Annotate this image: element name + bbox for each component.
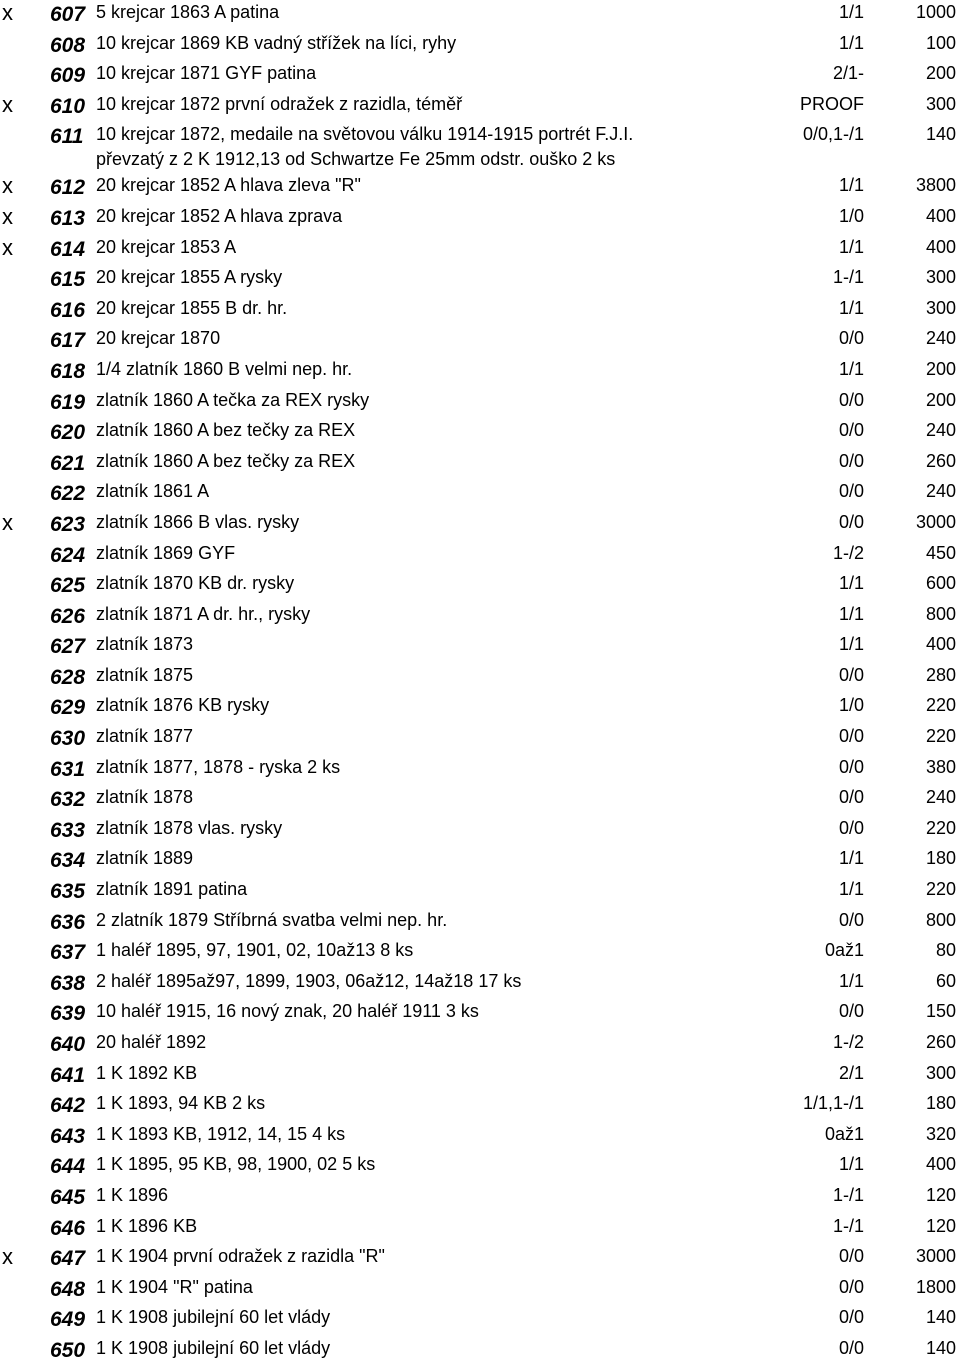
lot-row (0, 235, 960, 266)
lot-row (0, 693, 960, 724)
lot-price: 240 (925, 787, 956, 808)
lot-description-line: zlatník 1877, 1878 - ryska 2 ks (96, 756, 341, 777)
lot-description (96, 1336, 756, 1361)
lot-price: 240 (925, 420, 956, 441)
lot-number: 645 (50, 1185, 86, 1209)
lot-description-line: 20 krejcar 1855 B dr. hr. (96, 297, 288, 318)
lot-description-line: 1 K 1896 KB (96, 1215, 198, 1236)
lot-description-line: zlatník 1889 (96, 848, 194, 869)
lot-row (0, 296, 960, 327)
lot-grade: 0/0,1-/1 (802, 124, 864, 145)
lot-description-line: 1 haléř 1895, 97, 1901, 02, 10až13 8 ks (96, 940, 414, 961)
lot-number: 618 (50, 359, 86, 383)
lot-grade: 2/1 (838, 1062, 864, 1083)
lot-number: 644 (50, 1155, 86, 1179)
lot-row (0, 1152, 960, 1183)
lot-price: 300 (925, 297, 956, 318)
lot-description (96, 1061, 756, 1086)
lot-description (96, 693, 756, 718)
lot-description (96, 296, 756, 321)
lot-description (96, 602, 756, 627)
lot-description-line: 2 zlatník 1879 Stříbrná svatba velmi nep. hr. (96, 909, 448, 930)
lot-description-line: 1 K 1904 první odražek z razidla "R" (96, 1246, 385, 1267)
lot-description (96, 122, 756, 172)
lot-number: 635 (50, 880, 86, 904)
lot-description-line: zlatník 1860 A bez tečky za REX (96, 420, 356, 441)
lot-description (96, 31, 756, 56)
lot-row (0, 122, 960, 173)
lot-number: 638 (50, 971, 86, 995)
lot-price: 200 (925, 358, 956, 379)
lot-description (96, 1030, 756, 1055)
lot-row (0, 173, 960, 204)
lot-grade: 0/0 (838, 420, 864, 441)
lot-description (96, 0, 756, 25)
lot-grade: 1-/2 (832, 1032, 864, 1052)
lot-price: 200 (925, 63, 956, 84)
lot-price: 400 (925, 634, 956, 655)
lot-number: 648 (50, 1277, 86, 1301)
lot-price: 260 (925, 450, 956, 471)
lot-price: 180 (925, 1093, 956, 1114)
lot-grade: 1-/1 (832, 1184, 864, 1205)
lot-grade: 0/0 (838, 1276, 864, 1297)
lot-description-line: 20 krejcar 1855 A rysky (96, 267, 283, 288)
lot-number: 628 (50, 665, 86, 689)
lot-price: 240 (925, 328, 956, 349)
lot-description (96, 265, 756, 290)
lot-row (0, 541, 960, 572)
lot-row (0, 1183, 960, 1214)
lot-grade: 1-/2 (832, 542, 864, 563)
lot-row (0, 1275, 960, 1306)
lot-row (0, 877, 960, 908)
lot-grade: 0/0 (838, 817, 864, 838)
lot-grade: 1/1 (838, 297, 864, 318)
lot-description-line: 20 krejcar 1853 A (96, 236, 237, 257)
lot-number: 608 (50, 33, 86, 57)
selection-mark: x (2, 509, 13, 535)
lot-description (96, 418, 756, 443)
lot-description-line: 20 krejcar 1852 A hlava zprava (96, 205, 343, 226)
lot-price: 280 (925, 664, 956, 685)
lot-description-line: zlatník 1866 B vlas. rysky (96, 511, 300, 532)
selection-mark: x (2, 173, 13, 199)
lot-grade: 1/1 (838, 879, 864, 900)
lot-number: 643 (50, 1124, 86, 1148)
lot-number: 624 (50, 543, 86, 567)
lot-description (96, 877, 756, 902)
lot-number: 632 (50, 788, 86, 812)
lot-number: 649 (50, 1308, 86, 1332)
lot-grade: 1/1,1-/1 (802, 1093, 864, 1114)
lot-grade: 0/0 (838, 726, 864, 747)
lot-grade: 0/0 (838, 664, 864, 685)
lot-description-line: zlatník 1860 A tečka za REX rysky (96, 389, 370, 410)
lot-grade: 1/0 (838, 695, 864, 716)
lot-description (96, 1214, 756, 1239)
lot-price: 300 (925, 1062, 956, 1083)
lot-description-line: 1 K 1893, 94 KB 2 ks (96, 1093, 266, 1114)
lot-description (96, 571, 756, 596)
lot-description-line: 10 haléř 1915, 16 nový znak, 20 haléř 1911 3 ks (96, 1001, 479, 1022)
lot-number: 637 (50, 941, 86, 965)
lot-price: 3800 (915, 175, 956, 196)
lot-description (96, 510, 756, 535)
lot-number: 615 (50, 268, 86, 292)
lot-description-line: zlatník 1870 KB dr. rysky (96, 573, 295, 594)
lot-description (96, 326, 756, 351)
lot-row (0, 1214, 960, 1245)
lot-grade: 1/1 (838, 236, 864, 257)
lot-description-line: 1 K 1892 KB (96, 1062, 198, 1083)
lot-grade: 0/0 (838, 756, 864, 777)
lot-number: 623 (50, 512, 86, 536)
lot-row (0, 969, 960, 1000)
lot-row (0, 265, 960, 296)
lot-description (96, 357, 756, 382)
lot-grade: 1/1 (838, 603, 864, 624)
lot-description-line: 10 krejcar 1872, medaile na světovou válku 1914-1915 portrét F.J.I. (96, 124, 634, 145)
lot-number: 633 (50, 818, 86, 842)
lot-number: 610 (50, 94, 86, 118)
lot-description (96, 1305, 756, 1330)
lot-row (0, 724, 960, 755)
lot-description (96, 388, 756, 413)
lot-description (96, 1275, 756, 1300)
lot-grade: 1/1 (838, 970, 864, 991)
lot-description-line: 2 haléř 1895až97, 1899, 1903, 06až12, 14až18 17 ks (96, 970, 522, 991)
lot-row (0, 816, 960, 847)
lot-number: 640 (50, 1033, 86, 1056)
lot-description-line: zlatník 1873 (96, 634, 194, 655)
lot-price: 240 (925, 481, 956, 502)
selection-mark: x (2, 0, 13, 25)
lot-price: 1000 (915, 2, 956, 22)
lot-price: 800 (925, 603, 956, 624)
lot-row (0, 1030, 960, 1061)
lot-description-line: zlatník 1876 KB rysky (96, 695, 270, 716)
lot-number: 626 (50, 604, 86, 628)
lot-grade: 1/1 (838, 32, 864, 53)
lot-row (0, 785, 960, 816)
lot-price: 400 (925, 1154, 956, 1175)
lot-grade: 0/0 (838, 481, 864, 502)
selection-mark: x (2, 234, 13, 260)
lot-number: 611 (50, 125, 84, 149)
lot-price: 150 (925, 1001, 956, 1022)
lot-price: 220 (925, 817, 956, 838)
lot-number: 646 (50, 1216, 86, 1240)
lot-description-line: 1 K 1908 jubilejní 60 let vlády (96, 1307, 331, 1328)
lot-description (96, 999, 756, 1024)
lot-grade: 0/0 (838, 909, 864, 930)
lot-row (0, 602, 960, 633)
lot-grade: PROOF (799, 93, 864, 114)
lot-grade: 1/1 (838, 358, 864, 379)
lot-price: 80 (935, 940, 956, 961)
lot-description (96, 816, 756, 841)
lot-grade: 1/1 (838, 634, 864, 655)
lot-price: 800 (925, 909, 956, 930)
lot-number: 617 (50, 329, 86, 353)
lot-number: 627 (50, 635, 86, 659)
lot-description-line: zlatník 1891 patina (96, 879, 248, 900)
lot-row (0, 479, 960, 510)
lot-price: 1800 (915, 1276, 956, 1297)
lot-grade: 0/0 (838, 787, 864, 808)
lot-description (96, 235, 756, 260)
lot-description-line: 10 krejcar 1872 první odražek z razidla, téměř (96, 93, 463, 114)
lot-description-line: zlatník 1860 A bez tečky za REX (96, 450, 356, 471)
lot-row (0, 938, 960, 969)
lot-row (0, 755, 960, 786)
lot-grade: 1-/1 (832, 267, 864, 288)
lot-grade: 0/0 (838, 1246, 864, 1267)
lot-price: 400 (925, 205, 956, 226)
lot-description (96, 785, 756, 810)
lot-row (0, 663, 960, 694)
lot-price: 120 (925, 1215, 956, 1236)
lot-number: 612 (50, 176, 86, 200)
lot-description (96, 1122, 756, 1147)
selection-mark: x (2, 91, 13, 117)
lot-number: 616 (50, 298, 86, 322)
lot-description-line: 1 K 1904 "R" patina (96, 1276, 253, 1297)
lot-grade: 1/0 (838, 205, 864, 226)
lot-number: 639 (50, 1002, 86, 1026)
lot-number: 647 (50, 1247, 86, 1271)
lot-row (0, 908, 960, 939)
lot-description (96, 1183, 756, 1208)
lot-number: 620 (50, 421, 86, 445)
lot-description-line: 1 K 1895, 95 KB, 98, 1900, 02 5 ks (96, 1154, 376, 1175)
lot-description-line-2: převzatý z 2 K 1912,13 od Schwartze Fe 25mm odstr. ouško 2 ks (96, 149, 616, 170)
lot-price: 140 (925, 124, 956, 145)
lot-number: 630 (50, 727, 86, 751)
lot-price: 60 (935, 970, 956, 991)
lot-number: 607 (50, 3, 86, 26)
lot-description-line: zlatník 1878 (96, 787, 194, 808)
lot-grade: 0/0 (838, 511, 864, 532)
lot-row (0, 388, 960, 419)
lot-price: 220 (925, 726, 956, 747)
lot-row (0, 204, 960, 235)
lot-price: 3000 (915, 511, 956, 532)
lot-number: 629 (50, 696, 86, 720)
lot-row (0, 0, 960, 31)
lot-number: 650 (50, 1338, 86, 1362)
lot-number: 642 (50, 1094, 86, 1118)
lot-price: 180 (925, 848, 956, 869)
lot-price: 380 (925, 756, 956, 777)
lot-description (96, 1091, 756, 1116)
lot-description (96, 969, 756, 994)
lot-description-line: 10 krejcar 1869 KB vadný střížek na líci, ryhy (96, 32, 457, 53)
lot-description-line: 1 K 1896 (96, 1184, 169, 1205)
lot-row (0, 999, 960, 1030)
lot-description (96, 449, 756, 474)
lot-price: 300 (925, 93, 956, 114)
lot-row (0, 632, 960, 663)
lot-price: 400 (925, 236, 956, 257)
lot-description (96, 173, 756, 198)
lot-price: 140 (925, 1337, 956, 1358)
selection-mark: x (2, 203, 13, 229)
lot-grade: 1-/1 (832, 1215, 864, 1236)
lot-description-line: zlatník 1871 A dr. hr., rysky (96, 603, 311, 624)
lot-grade: 0/0 (838, 450, 864, 471)
lot-price: 220 (925, 695, 956, 716)
lot-description (96, 938, 756, 963)
lot-row (0, 846, 960, 877)
lot-description (96, 908, 756, 933)
lot-description (96, 632, 756, 657)
lot-row (0, 1061, 960, 1092)
lot-row (0, 326, 960, 357)
lot-description-line: 1/4 zlatník 1860 B velmi nep. hr. (96, 358, 353, 379)
lot-description-line: zlatník 1878 vlas. rysky (96, 817, 283, 838)
lot-grade: 0/0 (838, 1307, 864, 1328)
lot-number: 625 (50, 574, 86, 598)
lot-row (0, 1244, 960, 1275)
lot-description-line: 1 K 1908 jubilejní 60 let vlády (96, 1337, 331, 1358)
lot-grade: 1/1 (838, 848, 864, 869)
lot-description-line: zlatník 1861 A (96, 481, 210, 502)
lot-description-line: zlatník 1877 (96, 726, 194, 747)
lot-description (96, 755, 756, 780)
lot-grade: 0/0 (838, 1337, 864, 1358)
lot-description (96, 1152, 756, 1177)
lot-description (96, 204, 756, 229)
lot-price: 320 (925, 1123, 956, 1144)
lot-description-line: zlatník 1875 (96, 664, 194, 685)
lot-description (96, 846, 756, 871)
lot-price: 260 (925, 1032, 956, 1052)
lot-row (0, 1305, 960, 1336)
lot-description-line: zlatník 1869 GYF (96, 542, 236, 563)
lot-description-line: 20 haléř 1892 (96, 1032, 207, 1052)
lot-description-line: 5 krejcar 1863 A patina (96, 2, 280, 22)
selection-mark: x (2, 1244, 13, 1270)
lot-number: 636 (50, 910, 86, 934)
lot-row (0, 449, 960, 480)
lot-price: 450 (925, 542, 956, 563)
lot-grade: 0až1 (824, 1123, 864, 1144)
lot-description (96, 724, 756, 749)
lot-description-line: 1 K 1893 KB, 1912, 14, 15 4 ks (96, 1123, 346, 1144)
lot-number: 631 (50, 757, 86, 781)
lot-row (0, 31, 960, 62)
lot-grade: 0/0 (838, 328, 864, 349)
lot-price: 220 (925, 879, 956, 900)
lot-price: 140 (925, 1307, 956, 1328)
lot-number: 634 (50, 849, 86, 873)
lot-number: 621 (50, 451, 86, 475)
lot-price: 600 (925, 573, 956, 594)
lot-grade: 0až1 (824, 940, 864, 961)
lot-description-line: 10 krejcar 1871 GYF patina (96, 63, 317, 84)
lot-grade: 1/1 (838, 573, 864, 594)
lot-description (96, 541, 756, 566)
lot-row (0, 571, 960, 602)
lot-number: 613 (50, 206, 86, 230)
lot-row (0, 61, 960, 92)
lot-row (0, 510, 960, 541)
lot-grade: 1/1 (838, 1154, 864, 1175)
lot-row (0, 1122, 960, 1153)
lot-price: 100 (925, 32, 956, 53)
lot-description (96, 663, 756, 688)
lot-number: 614 (50, 237, 86, 261)
lot-description-line: 20 krejcar 1870 (96, 328, 221, 349)
lot-row (0, 1091, 960, 1122)
lot-price: 200 (925, 389, 956, 410)
lot-grade: 1/1 (838, 175, 864, 196)
lot-price: 300 (925, 267, 956, 288)
lot-description (96, 61, 756, 86)
lot-grade: 2/1- (832, 63, 864, 84)
lot-row (0, 92, 960, 123)
lot-price: 3000 (915, 1246, 956, 1267)
lot-description (96, 92, 756, 117)
lot-number: 622 (50, 482, 86, 506)
lot-number: 609 (50, 64, 86, 88)
lot-description (96, 479, 756, 504)
lot-description (96, 1244, 756, 1269)
lot-grade: 0/0 (838, 1001, 864, 1022)
lot-number: 619 (50, 390, 86, 414)
lot-number: 641 (50, 1063, 86, 1087)
lot-row (0, 357, 960, 388)
lot-grade: 1/1 (838, 2, 864, 22)
lot-row (0, 418, 960, 449)
lot-description-line: 20 krejcar 1852 A hlava zleva "R" (96, 175, 361, 196)
lot-price: 120 (925, 1184, 956, 1205)
lot-grade: 0/0 (838, 389, 864, 410)
